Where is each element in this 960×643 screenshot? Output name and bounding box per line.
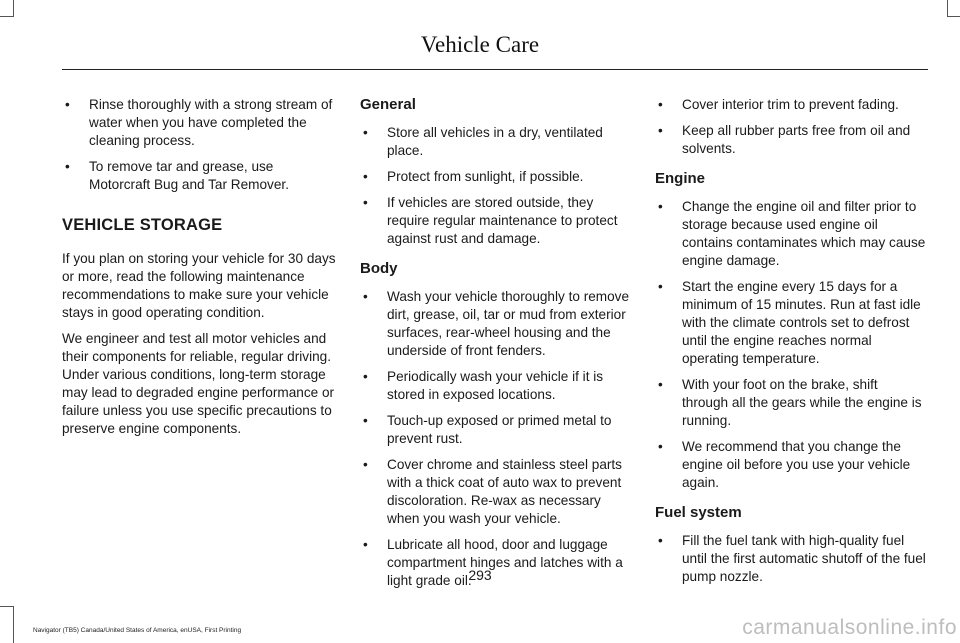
list-item-text: Cover interior trim to prevent fading. [682,97,899,112]
list-item [655,376,927,430]
list-item [360,168,632,186]
bullet-glyph: • [658,279,663,294]
bullet-glyph: • [65,97,70,112]
intro-bullet-list [62,96,338,194]
storage-engineering-paragraph: We engineer and test all motor vehicles and their components for reliable, regular driving. Under various conditions, long-term storage may lead to degraded engine performance or failure unless you use specific precautions to preserve engine components. [62,331,335,436]
crop-mark-top-left-horizontal [0,16,14,17]
bullet-glyph: • [658,533,663,548]
section-heading-vehicle-storage: VEHICLE STORAGE [62,216,223,234]
column-1 [62,96,338,446]
list-item-text: If vehicles are stored outside, they require regular maintenance to protect against rust and damage. [387,195,618,246]
list-item [360,124,632,160]
list-item-text: Wash your vehicle thoroughly to remove dirt, grease, oil, tar or mud from exterior surfaces, rear-wheel housing and the underside of front fenders. [387,289,630,358]
bullet-glyph: • [65,159,70,174]
publication-footer: Navigator (TB5) Canada/United States of America, enUSA, First Printing [33,627,242,634]
list-item [655,122,927,158]
header-rule [62,69,928,70]
list-item-text: We recommend that you change the engine oil before you use your vehicle again. [682,439,911,490]
list-item [62,96,338,150]
subheading-body: Body [360,260,398,277]
engine-bullet-list [655,198,927,492]
crop-mark-top-left-vertical [13,0,14,16]
list-item [360,456,632,528]
list-item-text: Protect from sunlight, if possible. [387,169,584,184]
list-item [360,288,632,360]
list-item [360,194,632,248]
watermark: carmanualsonline.info [742,616,957,639]
crop-mark-top-right-vertical [947,0,948,16]
bullet-glyph: • [363,369,368,384]
list-item-text: Rinse thoroughly with a strong stream of water when you have completed the cleaning process. [89,97,333,148]
list-item [62,158,338,194]
bullet-glyph: • [363,125,368,140]
list-item-text: Start the engine every 15 days for a minimum of 15 minutes. Run at fast idle with the climate controls set to defrost until the engine reaches normal operating temperature. [682,279,921,366]
list-item-text: Change the engine oil and filter prior to storage because used engine oil contains contaminates which may cause engine damage. [682,199,926,268]
list-item-text: Fill the fuel tank with high-quality fuel until the first automatic shutoff of the fuel pump nozzle. [682,533,926,584]
bullet-glyph: • [363,169,368,184]
list-item-text: With your foot on the brake, shift through all the gears while the engine is running. [682,377,922,428]
general-bullet-list [360,124,632,248]
list-item-text: Lubricate all hood, door and luggage compartment hinges and latches with a light grade oil. [387,537,623,588]
page-title: Vehicle Care [420,32,540,57]
list-item [655,438,927,492]
list-item-text: Keep all rubber parts free from oil and solvents. [682,123,911,156]
crop-mark-bottom-left-horizontal [0,606,14,607]
crop-mark-bottom-left-vertical [13,606,14,643]
column-3 [655,96,927,594]
bullet-glyph: • [658,439,663,454]
column-2 [360,96,632,598]
subheading-engine: Engine [655,170,706,187]
subheading-fuel-system: Fuel system [655,504,742,521]
trim-bullet-list [655,96,927,158]
list-item [655,278,927,368]
list-item [655,96,927,114]
bullet-glyph: • [363,413,368,428]
list-item-text: To remove tar and grease, use Motorcraft Bug and Tar Remover. [89,159,289,192]
list-item-text: Periodically wash your vehicle if it is stored in exposed locations. [387,369,604,402]
bullet-glyph: • [363,537,368,552]
list-item [360,412,632,448]
page-number: 293 [468,567,492,583]
bullet-glyph: • [363,457,368,472]
body-bullet-list [360,288,632,590]
subheading-general: General [360,96,416,113]
bullet-glyph: • [658,123,663,138]
bullet-glyph: • [658,377,663,392]
bullet-glyph: • [363,195,368,210]
list-item-text: Store all vehicles in a dry, ventilated place. [387,125,603,158]
list-item [360,368,632,404]
list-item-text: Touch-up exposed or primed metal to prevent rust. [387,413,612,446]
bullet-glyph: • [658,97,663,112]
bullet-glyph: • [658,199,663,214]
list-item-text: Cover chrome and stainless steel parts with a thick coat of auto wax to prevent discoloration. Re-wax as necessary when you wash your vehicle. [387,457,622,526]
storage-intro-paragraph: If you plan on storing your vehicle for 30 days or more, read the following maintenance recommendations to make sure your vehicle stays in good operating condition. [62,251,336,320]
crop-mark-top-right-horizontal [947,16,960,17]
list-item [655,198,927,270]
bullet-glyph: • [363,289,368,304]
